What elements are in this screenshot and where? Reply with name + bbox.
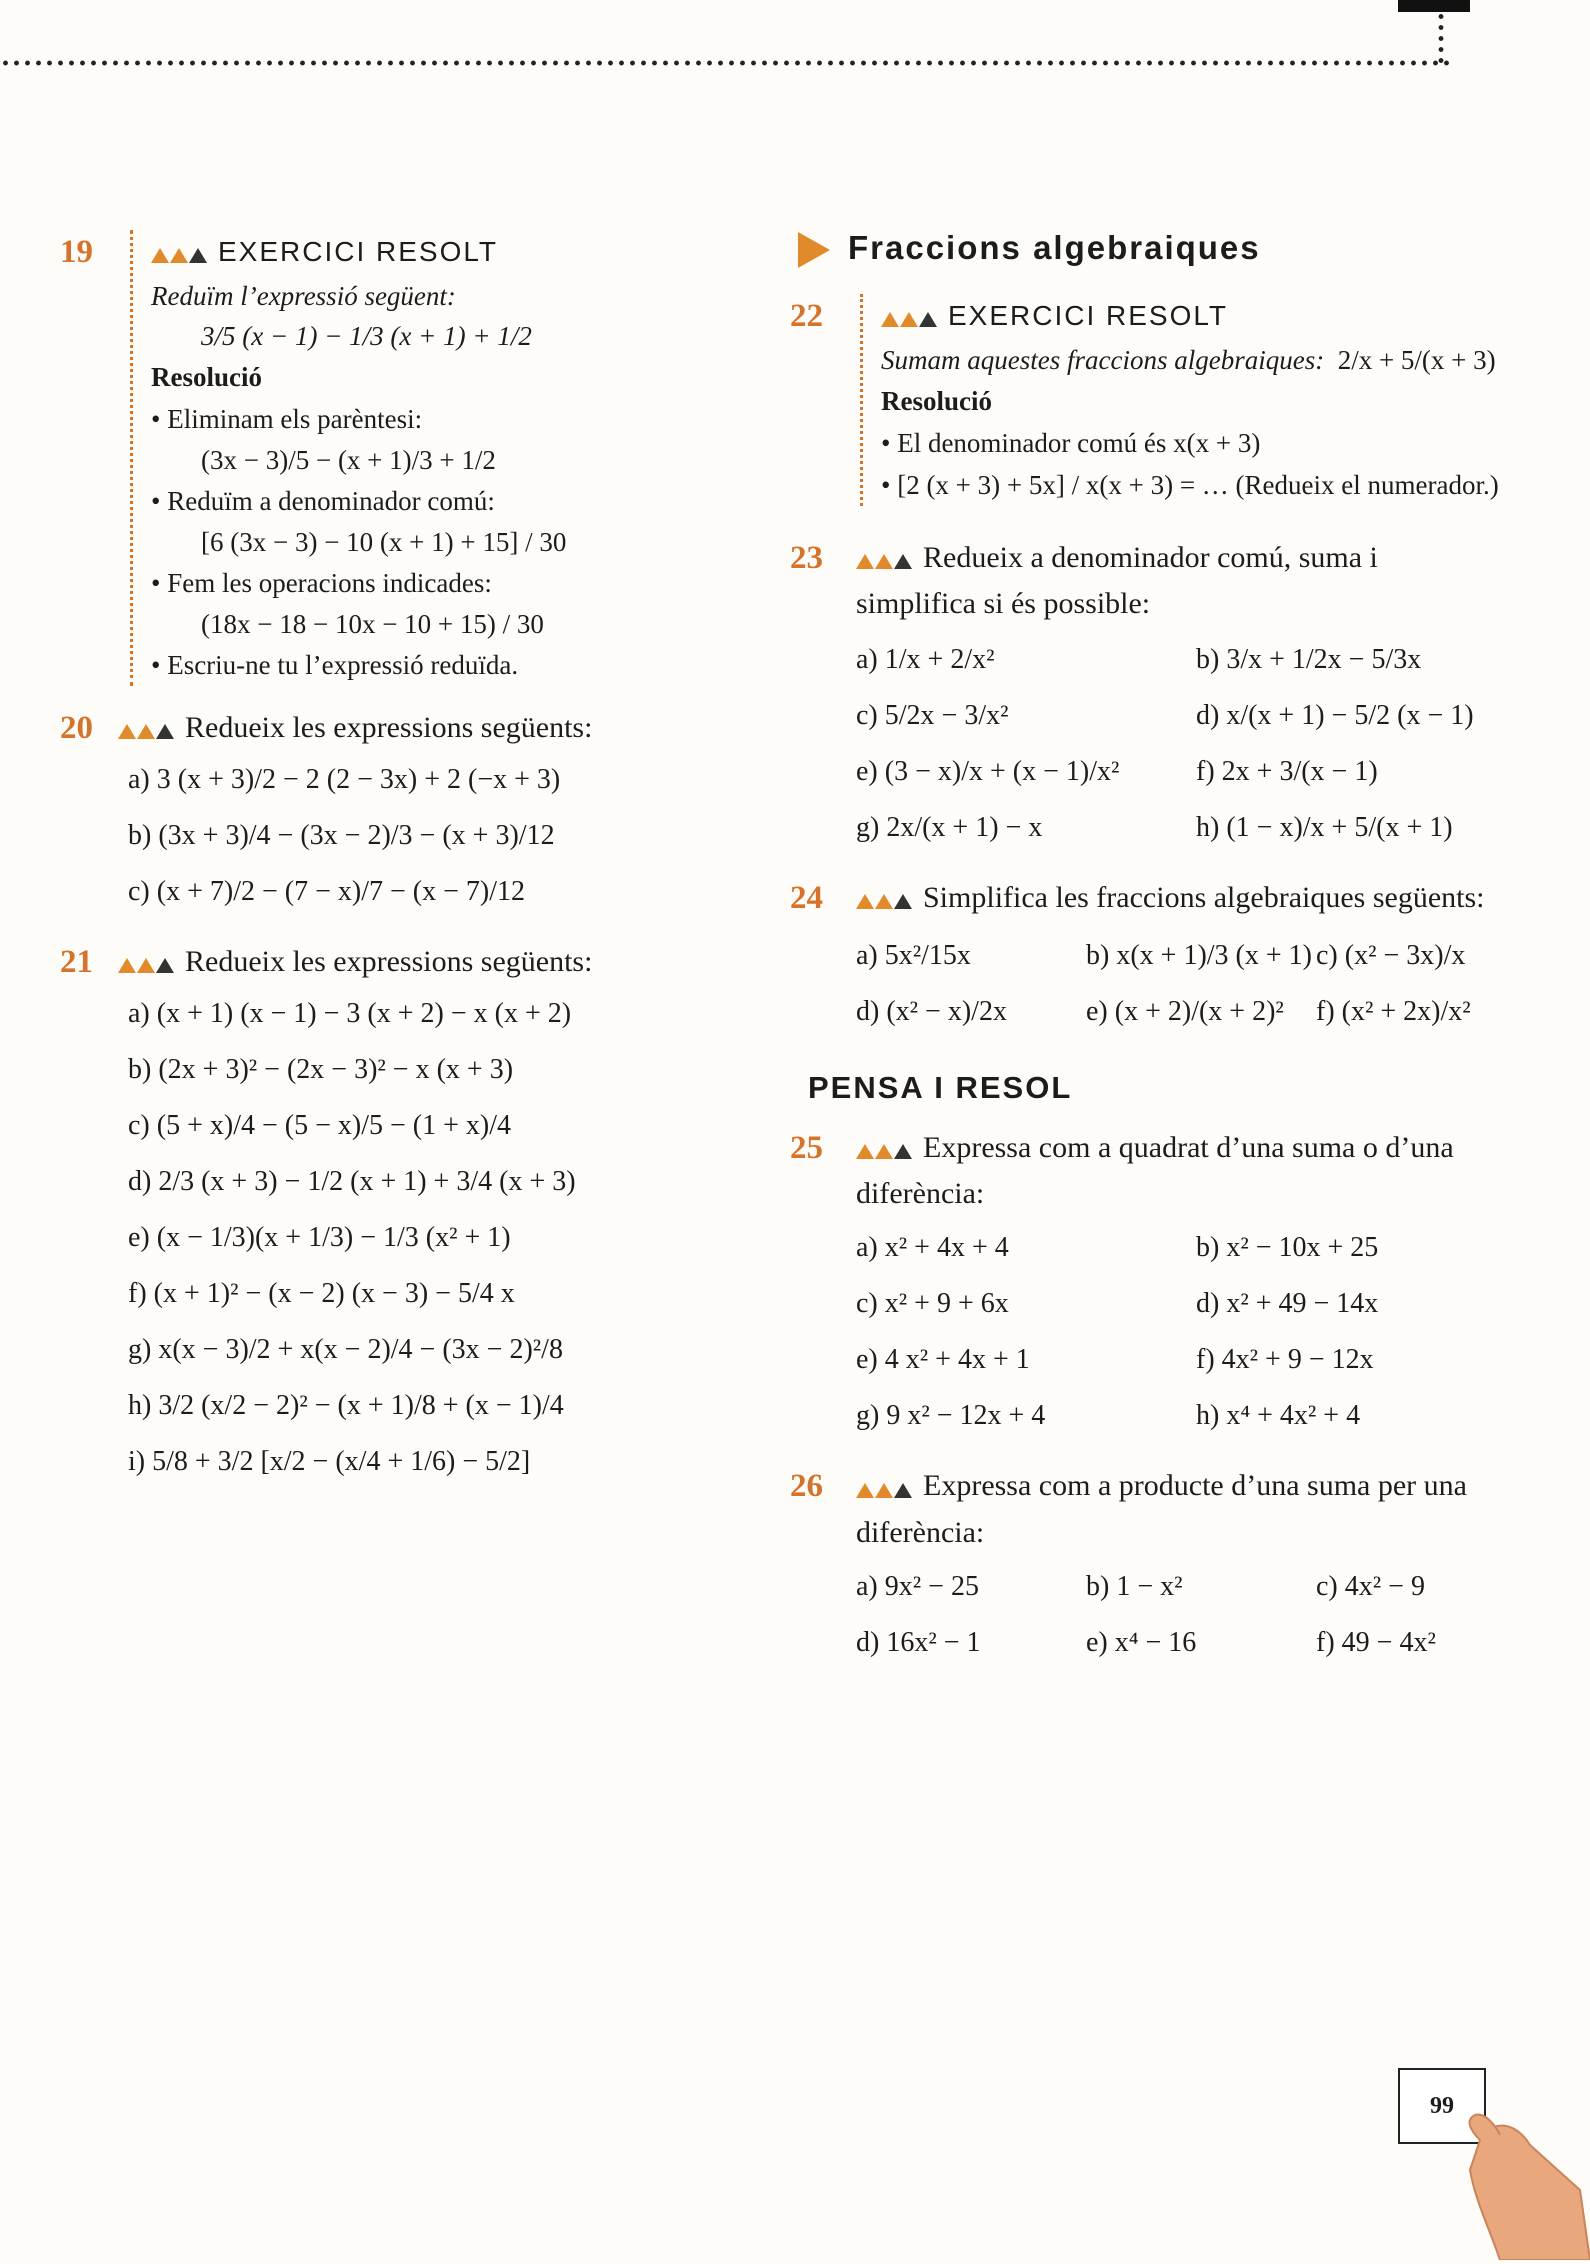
exercise-item: a) 9x² − 25 <box>856 1570 979 1602</box>
exercise-title: Expressa com a producte d’una suma per una diferència: <box>856 1469 1467 1549</box>
difficulty-triangles-icon <box>881 296 938 340</box>
exercise-item: f) 2x + 3/(x − 1) <box>1196 756 1378 788</box>
difficulty-triangles-icon <box>118 708 175 752</box>
exercise-number: 23 <box>790 540 823 577</box>
exercise-item: c) (5 + x)/4 − (5 − x)/5 − (1 + x)/4 <box>128 1110 511 1142</box>
exercise-item: d) x/(x + 1) − 5/2 (x − 1) <box>1196 700 1474 732</box>
exercise-item: h) (1 − x)/x + 5/(x + 1) <box>1196 812 1453 844</box>
exercise-title: Simplifica les fraccions algebraiques següents: <box>923 881 1485 915</box>
exercise-number: 22 <box>790 298 823 334</box>
step-label: • Eliminam els parèntesi: <box>151 404 423 435</box>
exercise-title: EXERCICI RESOLT <box>948 300 1228 331</box>
step-label: • Fem les operacions indicades: <box>151 568 492 599</box>
right-column <box>790 228 1510 1691</box>
exercise-item: d) 2/3 (x + 3) − 1/2 (x + 1) + 3/4 (x + 3) <box>128 1166 576 1198</box>
exercise-item: e) (3 − x)/x + (x − 1)/x² <box>856 756 1120 788</box>
exercise-24 <box>790 876 1510 1040</box>
exercise-item: g) 9 x² − 12x + 4 <box>856 1400 1046 1432</box>
step-formula: (3x − 3)/5 − (x + 1)/3 + 1/2 <box>201 445 496 476</box>
step-label: • Escriu-ne tu l’expressió reduïda. <box>151 650 519 681</box>
exercise-item: a) 3 (x + 3)/2 − 2 (2 − 3x) + 2 (−x + 3) <box>128 764 561 796</box>
difficulty-triangles-icon <box>856 538 913 582</box>
exercise-item: b) x² − 10x + 25 <box>1196 1232 1379 1264</box>
exercise-item: a) (x + 1) (x − 1) − 3 (x + 2) − x (x + 2) <box>128 998 572 1030</box>
exercise-number: 20 <box>60 710 93 747</box>
exercise-item: f) 49 − 4x² <box>1316 1626 1436 1658</box>
exercise-21 <box>60 940 760 1490</box>
difficulty-triangles-icon <box>118 942 175 986</box>
exercise-number: 19 <box>60 234 93 270</box>
exercise-number: 24 <box>790 880 823 917</box>
exercise-item: f) (x + 1)² − (x − 2) (x − 3) − 5/4 x <box>128 1278 515 1310</box>
exercise-prompt: Reduïm l’expressió següent: <box>151 281 456 312</box>
exercise-number: 21 <box>60 944 93 981</box>
exercise-item: c) (x + 7)/2 − (7 − x)/7 − (x − 7)/12 <box>128 876 525 908</box>
exercise-item: b) x(x + 1)/3 (x + 1) <box>1086 940 1312 972</box>
exercise-number: 26 <box>790 1468 823 1505</box>
section-title: Fraccions algebraiques <box>848 229 1261 266</box>
exercise-item: g) x(x − 3)/2 + x(x − 2)/4 − (3x − 2)²/8 <box>128 1334 563 1366</box>
exercise-title: Redueix a denominador comú, suma i simplifica si és possible: <box>856 541 1378 621</box>
exercise-item: a) x² + 4x + 4 <box>856 1232 1009 1264</box>
exercise-item: c) 5/2x − 3/x² <box>856 700 1009 732</box>
resolution-heading: Resolució <box>151 362 262 393</box>
step-formula: [6 (3x − 3) − 10 (x + 1) + 15] / 30 <box>201 527 567 558</box>
pointing-hand-icon <box>1460 2100 1590 2260</box>
exercise-item: a) 1/x + 2/x² <box>856 644 995 676</box>
step-label: • El denominador comú és x(x + 3) <box>881 428 1261 459</box>
exercise-item: b) 3/x + 1/2x − 5/3x <box>1196 644 1422 676</box>
exercise-19 <box>60 230 760 686</box>
exercise-item: e) (x − 1/3)(x + 1/3) − 1/3 (x² + 1) <box>128 1222 511 1254</box>
exercise-item: a) 5x²/15x <box>856 940 971 972</box>
left-column <box>60 230 760 1510</box>
step-label: • [2 (x + 3) + 5x] / x(x + 3) = … (Redueix el numerador.) <box>881 470 1499 501</box>
exercise-item: b) (2x + 3)² − (2x − 3)² − x (x + 3) <box>128 1054 514 1086</box>
exercise-item: e) x⁴ − 16 <box>1086 1626 1197 1658</box>
exercise-expression: 2/x + 5/(x + 3) <box>1337 345 1496 376</box>
page-number: 99 <box>1398 2068 1486 2144</box>
corner-mark <box>1398 0 1470 12</box>
exercise-20 <box>60 706 760 920</box>
exercise-item: c) x² + 9 + 6x <box>856 1288 1009 1320</box>
exercise-title: Expressa com a quadrat d’una suma o d’una diferència: <box>856 1131 1454 1211</box>
step-label: • Reduïm a denominador comú: <box>151 486 495 517</box>
exercise-item: f) 4x² + 9 − 12x <box>1196 1344 1374 1376</box>
exercise-item: b) 1 − x² <box>1086 1570 1183 1602</box>
difficulty-triangles-icon <box>856 1467 913 1511</box>
section-header <box>790 228 1510 268</box>
pensa-heading: PENSA I RESOL <box>808 1070 1073 1106</box>
exercise-item: i) 5/8 + 3/2 [x/2 − (x/4 + 1/6) − 5/2] <box>128 1446 531 1478</box>
exercise-item: e) 4 x² + 4x + 1 <box>856 1344 1030 1376</box>
exercise-item: e) (x + 2)/(x + 2)² <box>1086 996 1284 1028</box>
section-arrow-icon <box>798 232 830 268</box>
exercise-item: b) (3x + 3)/4 − (3x − 2)/3 − (x + 3)/12 <box>128 820 555 852</box>
exercise-prompt: Sumam aquestes fraccions algebraiques: <box>881 345 1325 376</box>
exercise-26 <box>790 1464 1510 1670</box>
exercise-item: f) (x² + 2x)/x² <box>1316 996 1471 1028</box>
exercise-item: d) x² + 49 − 14x <box>1196 1288 1379 1320</box>
exercise-item: c) (x² − 3x)/x <box>1316 940 1466 972</box>
exercise-25 <box>790 1126 1510 1444</box>
exercise-number: 25 <box>790 1130 823 1167</box>
exercise-expression: 3/5 (x − 1) − 1/3 (x + 1) + 1/2 <box>201 321 532 352</box>
exercise-item: h) 3/2 (x/2 − 2)² − (x + 1)/8 + (x − 1)/4 <box>128 1390 564 1422</box>
difficulty-triangles-icon <box>856 878 913 922</box>
top-dotted-rule <box>0 60 1450 66</box>
exercise-item: h) x⁴ + 4x² + 4 <box>1196 1400 1361 1432</box>
exercise-title: Redueix les expressions següents: <box>185 711 593 745</box>
exercise-22 <box>790 294 1510 506</box>
exercise-item: d) (x² − x)/2x <box>856 996 1007 1028</box>
exercise-item: d) 16x² − 1 <box>856 1626 981 1658</box>
exercise-title: Redueix les expressions següents: <box>185 945 593 979</box>
exercise-23 <box>790 536 1510 856</box>
difficulty-triangles-icon <box>151 232 208 276</box>
exercise-title: EXERCICI RESOLT <box>218 236 498 267</box>
exercise-item: c) 4x² − 9 <box>1316 1570 1425 1602</box>
difficulty-triangles-icon <box>856 1128 913 1172</box>
step-formula: (18x − 18 − 10x − 10 + 15) / 30 <box>201 609 544 640</box>
exercise-item: g) 2x/(x + 1) − x <box>856 812 1043 844</box>
resolution-heading: Resolució <box>881 386 992 417</box>
